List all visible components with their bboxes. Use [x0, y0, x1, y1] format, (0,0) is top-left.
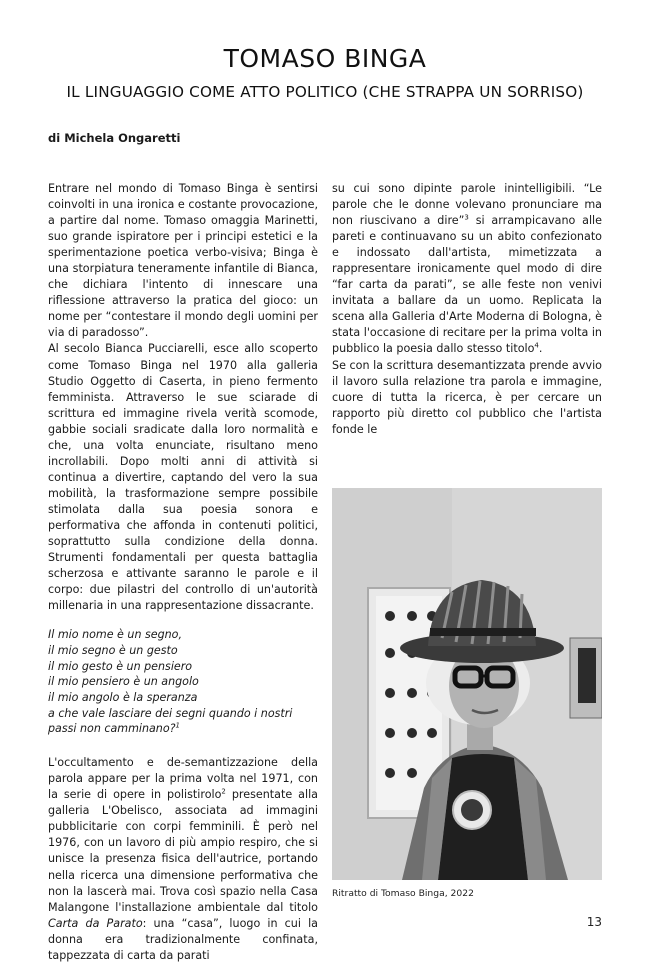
paragraph-carta-da-parati: su cui sono dipinte parole inintelligibili. “Le parole che le donne volevano pronunciare ma non riuscivano a dire”$^3$ si arrampicavano alle pareti e continuavano su un abito confezionato e indossato dall'artista, mimetizzata a rappresentare ironicamente quel modo di dire “far carta da parati”, se alle feste non venivi invitata a ballare da un uomo. Replicata la scena alla Galleria d'Arte Moderna di Bologna, è stata l'occasione di recitare per la prima volta in pubblico la poesia dallo stesso titolo$^4$.: [332, 182, 603, 356]
byline-prefix: di: [48, 131, 61, 145]
footnote-ref: 4: [534, 341, 539, 350]
poem-line: il mio segno è un gesto: [48, 643, 178, 657]
poem-line: a che vale lasciare dei segni quando i nostri passi non camminano?$^1$: [48, 706, 293, 736]
article-title: TOMASO BINGA: [223, 44, 427, 73]
right-column: [332, 181, 602, 438]
byline: [48, 131, 180, 145]
portrait-photo: [332, 488, 602, 880]
poem-line: il mio angolo è la speranza: [48, 691, 198, 705]
left-column: [48, 181, 318, 964]
page-number: 13: [586, 915, 602, 929]
work-title: Carta da Parato: [48, 916, 143, 930]
photo-caption: Ritratto di Tomaso Binga, 2022: [332, 888, 474, 899]
paragraph-occultamento: L'occultamento e de-semantizzazione della parola appare per la prima volta nel 1971, con la serie di opere in polistirolo$^2$ presentate alla galleria L'Obelisco, associata ad immagini pubblicitarie con corpi femminili. È però nel 1976, con un lavoro di più ampio respiro, che si unisce la presenza fisica dell'autrice, portando nella ricerca una dimensione performativa che non la lascerà mai. Trova così spazio nella Casa Malangone l'installazione ambientale dal titolo Carta da Parato: una “casa”, luogo in cui la donna era tradizionalmente confinata, tappezzata di carta da parati: [48, 756, 319, 962]
paragraph-intro: Entrare nel mondo di Tomaso Binga è sentirsi coinvolti in una ironica e costante provocazione, a partire dal nome. Tomaso omaggia Marinetti, suo grande ispiratore per i principi estetici e la sperimentazione poetica verbo-visiva; Binga è una storpiatura teneramente infantile di Bianca, che dichiara l'intento di innescare una riflessione attraverso la pratica del gioco: un nome per “contestare il mondo degli uomini per via di paradosso”.: [48, 182, 318, 340]
paragraph-biography: Al secolo Bianca Pucciarelli, esce allo scoperto come Tomaso Binga nel 1970 alla galleria Studio Oggetto di Caserta, in pieno fermento femminista. Attraverso le sue sciarade di scrittura ed immagine rivela verità scomode, gabbie sociali sradicate dalla loro normalità e che, una volta enunciate, risultano meno incrollabili. Dopo molti anni di attività si continua a divertire, captando del vero la sua mobilità, la trasformazione sempre possibile stimolata dalla sua poesia sonora e performativa che affonda in contenuti politici, soprattutto sulla condizione della donna. Strumenti fondamentali per questa battaglia scherzosa e attivante saranno le parole e il corpo: due pilastri del controllo di un'autorità millenaria in una rappresentazione dissacrante.: [48, 342, 318, 613]
portrait-illustration: [332, 488, 602, 880]
poem-line: Il mio nome è un segno,: [48, 628, 182, 642]
footnote-ref: 3: [464, 213, 469, 222]
poem-line: il mio pensiero è un angolo: [48, 675, 199, 689]
poem-line: il mio gesto è un pensiero: [48, 659, 193, 673]
article-subtitle: IL LINGUAGGIO COME ATTO POLITICO (CHE STRAPPA UN SORRISO): [66, 83, 584, 101]
author-name: Michela Ongaretti: [64, 131, 181, 145]
footnote-ref: 2: [221, 787, 226, 796]
footnote-ref: 1: [175, 721, 180, 730]
paragraph-scrittura: Se con la scrittura desemantizzata prende avvio il lavoro sulla relazione tra parola e immagine, cuore di tutta la ricerca, è per cercare un rapporto più diretto col pubblico che l'artista fonde le: [332, 358, 602, 436]
poem-quote: [48, 627, 318, 737]
